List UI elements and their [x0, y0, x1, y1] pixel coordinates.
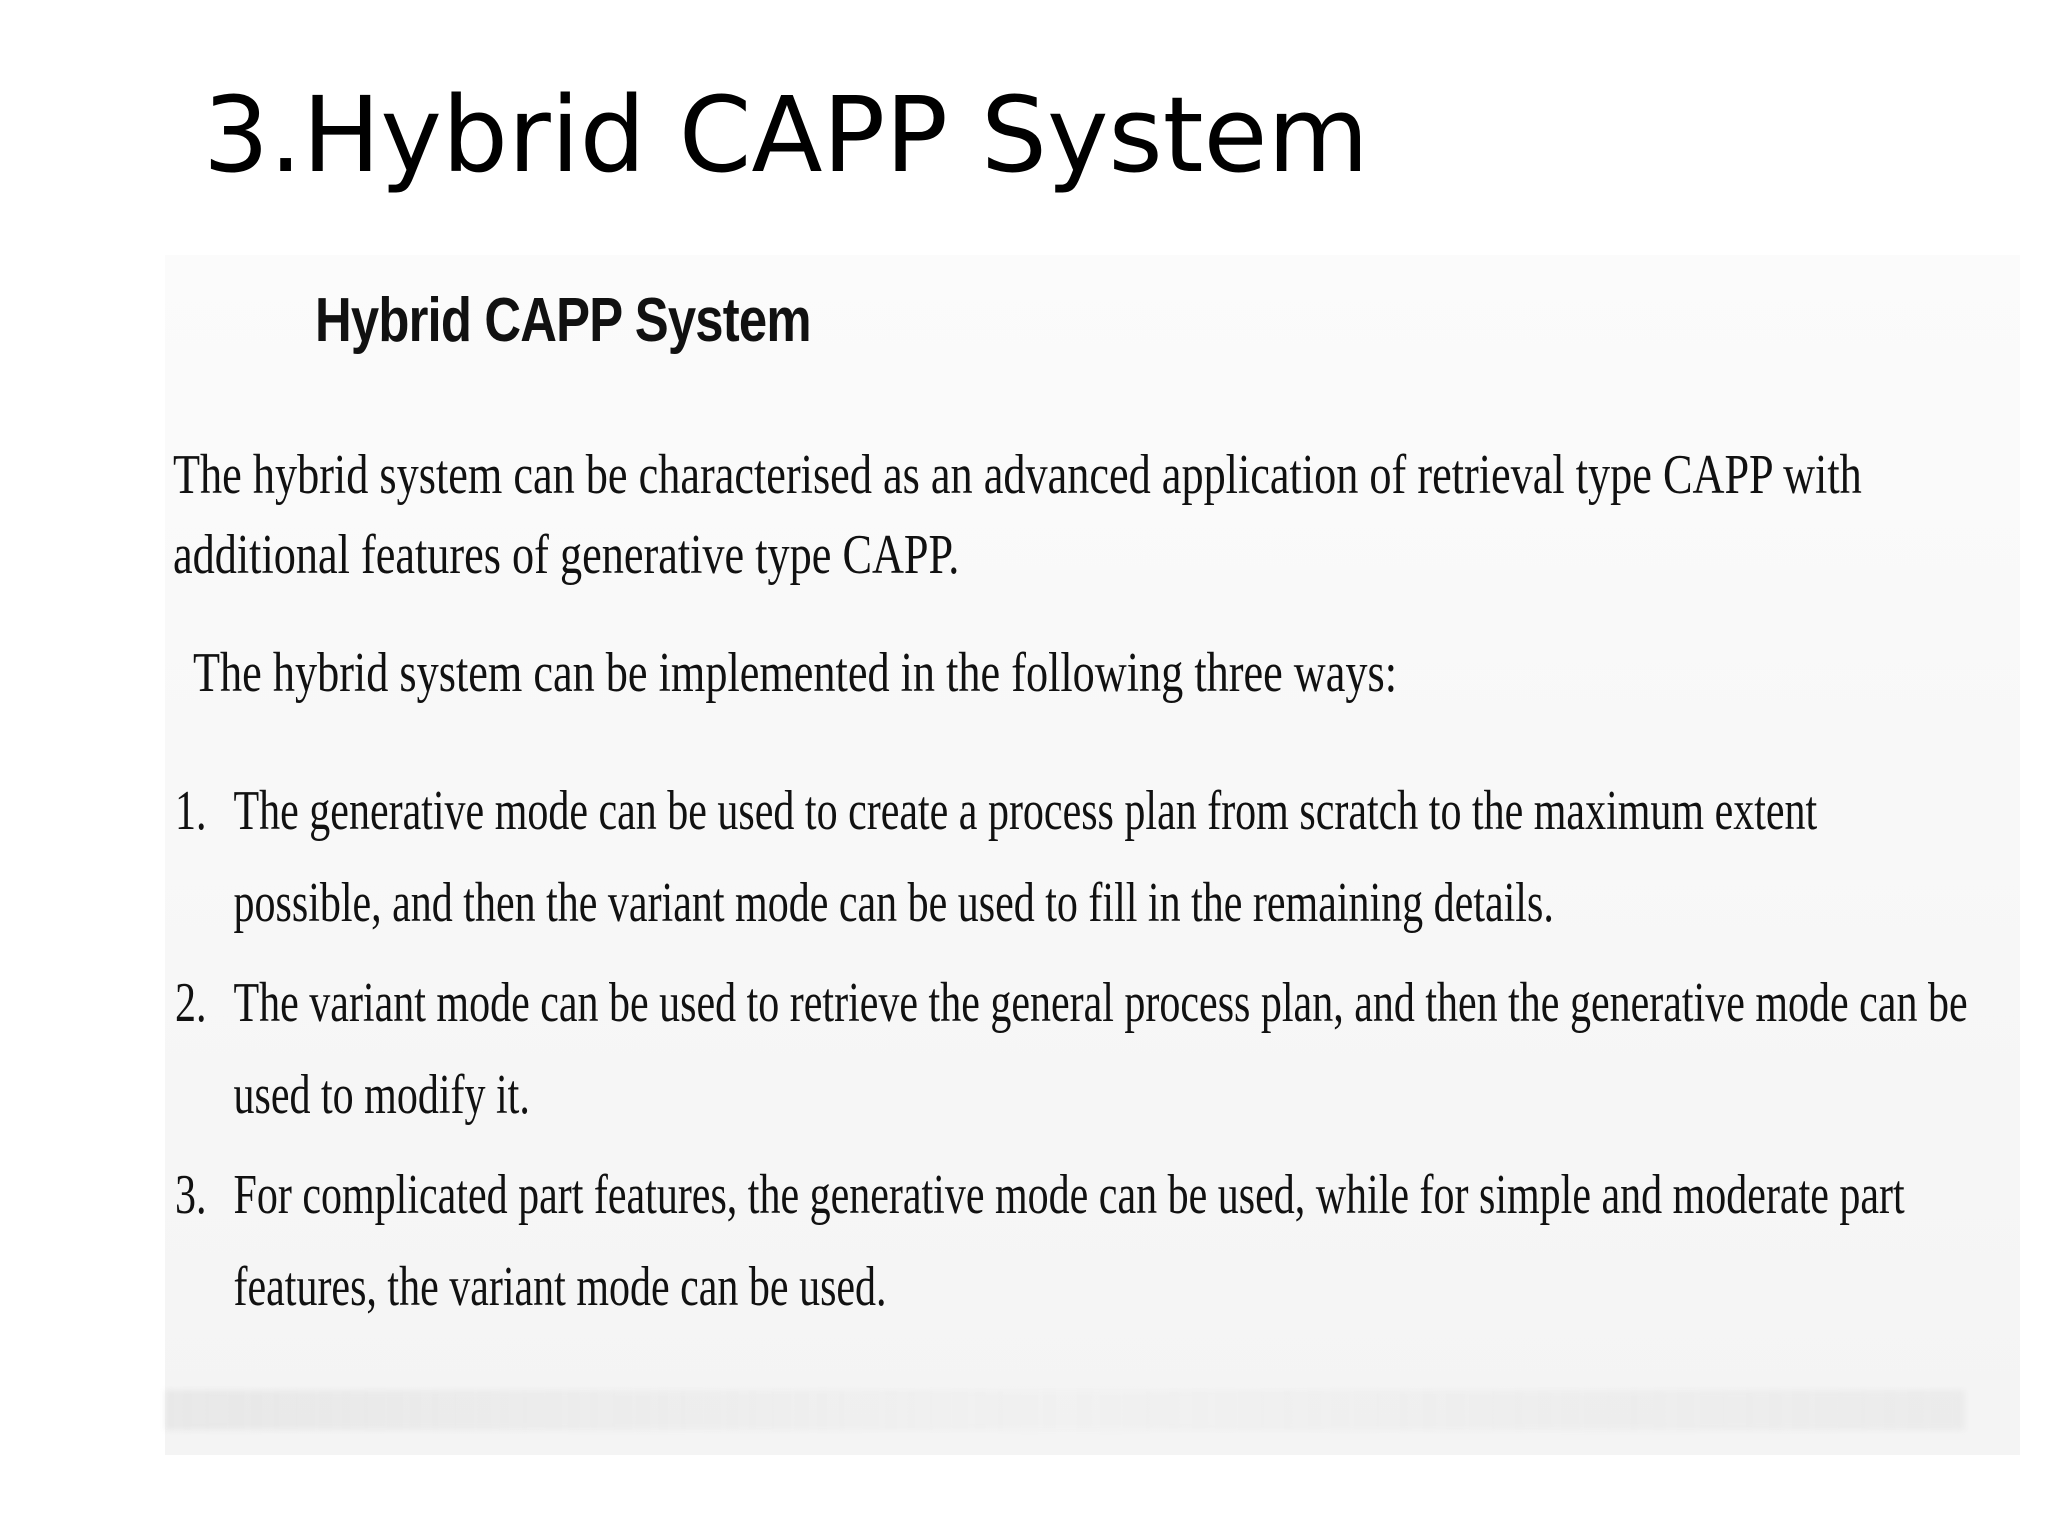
- list-item-number: 2.: [175, 972, 207, 1034]
- scanned-page-image: [165, 255, 2020, 1455]
- scan-bleed-through: [165, 1390, 1965, 1430]
- slide-title: 3.Hybrid CAPP System: [203, 74, 1369, 196]
- implementation-ways-list: [175, 765, 2048, 1341]
- list-item-text: For complicated part features, the generative mode can be used, while for simple and moderate part features, the variant mode can be used.: [233, 1164, 1905, 1318]
- list-item: [175, 765, 1975, 949]
- paragraph-definition: The hybrid system can be characterised as an advanced application of retrieval type CAPP with additional features of generative type CAPP.: [173, 444, 1862, 586]
- list-item-text: The variant mode can be used to retrieve the general process plan, and then the generative mode can be used to modify it.: [233, 972, 1968, 1126]
- list-item-number: 1.: [175, 780, 207, 842]
- list-item-number: 3.: [175, 1164, 207, 1226]
- list-item: [175, 1149, 1975, 1333]
- paragraph-intro: The hybrid system can be implemented in the following three ways:: [193, 642, 1398, 704]
- list-item: [175, 957, 1975, 1141]
- list-item-text: The generative mode can be used to create a process plan from scratch to the maximum extent possible, and then the variant mode can be used to fill in the remaining details.: [233, 780, 1818, 934]
- scanned-page-heading: Hybrid CAPP System: [315, 286, 811, 355]
